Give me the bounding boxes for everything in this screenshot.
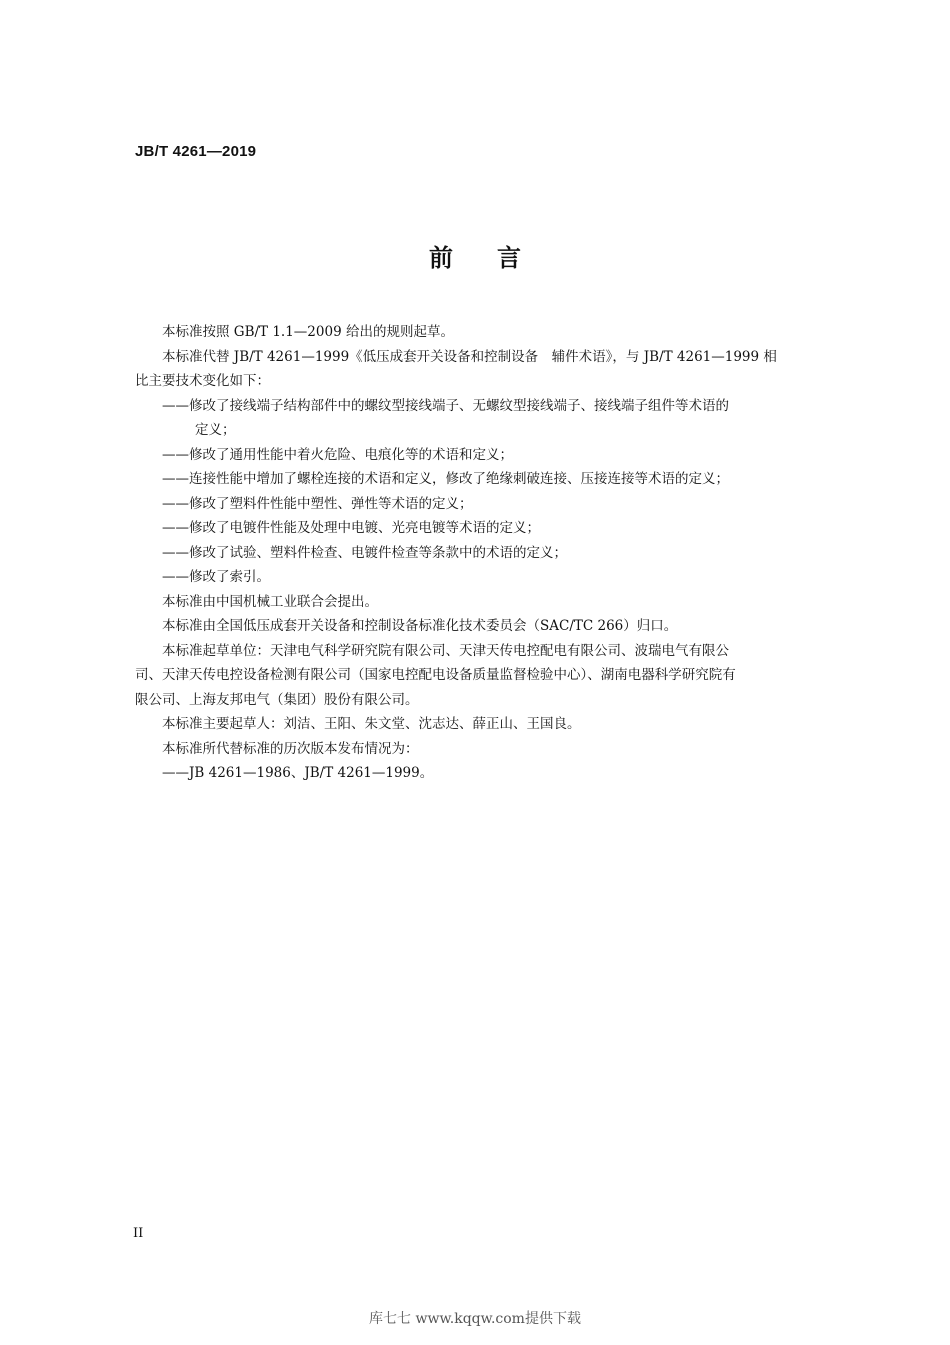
history-item: ——JB 4261—1986、JB/T 4261—1999。 (162, 765, 434, 781)
change-item: ——连接性能中增加了螺栓连接的术语和定义，修改了绝缘刺破连接、压接连接等术语的定义； (162, 471, 729, 487)
paragraph-committee: 本标准由全国低压成套开关设备和控制设备标准化技术委员会（SAC/TC 266）归口。 (162, 618, 678, 634)
title-char-2: 言 (497, 244, 521, 272)
paragraph-drafting-rules: 本标准按照 GB/T 1.1—2009 给出的规则起草。 (162, 324, 454, 340)
standard-number: JB/T 4261—2019 (135, 143, 257, 160)
change-item: ——修改了通用性能中着火危险、电痕化等的术语和定义； (162, 446, 513, 463)
change-item: ——修改了塑料件性能中塑性、弹性等术语的定义； (162, 495, 473, 512)
change-item-continuation: 定义； (195, 422, 236, 438)
paragraph-drafting-units-line2: 司、天津天传电控设备检测有限公司（国家电控配电设备质量监督检验中心）、湖南电器科学研究院有 (135, 667, 736, 683)
change-item: ——修改了索引。 (162, 569, 270, 585)
paragraph-replacement-line1: 本标准代替 JB/T 4261—1999《低压成套开关设备和控制设备 辅件术语》，与 JB/T 4261—1999 相 (162, 348, 777, 365)
paragraph-proposer: 本标准由中国机械工业联合会提出。 (162, 593, 378, 610)
change-item: ——修改了试验、塑料件检查、电镀件检查等条款中的术语的定义； (162, 544, 567, 561)
page-title (0, 238, 950, 273)
change-item: ——修改了电镀件性能及处理中电镀、光亮电镀等术语的定义； (162, 520, 540, 536)
paragraph-drafting-units-line1: 本标准起草单位：天津电气科学研究院有限公司、天津天传电控配电有限公司、波瑞电气有限公 (162, 642, 729, 659)
paragraph-replacement-line2: 比主要技术变化如下： (135, 373, 270, 389)
title-char-1: 前 (429, 244, 453, 272)
foreword-body (135, 320, 839, 786)
paragraph-history-intro: 本标准所代替标准的历次版本发布情况为： (162, 740, 419, 757)
change-item: ——修改了接线端子结构部件中的螺纹型接线端子、无螺纹型接线端子、接线端子组件等术语的 (162, 397, 729, 414)
paragraph-drafters: 本标准主要起草人：刘洁、王阳、朱文堂、沈志达、薛正山、王国良。 (162, 716, 581, 732)
paragraph-drafting-units-line3: 限公司、上海友邦电气（集团）股份有限公司。 (135, 691, 419, 708)
page-number: II (133, 1226, 144, 1241)
download-footer: 库七七 www.kqqw.com提供下载 (369, 1311, 581, 1327)
